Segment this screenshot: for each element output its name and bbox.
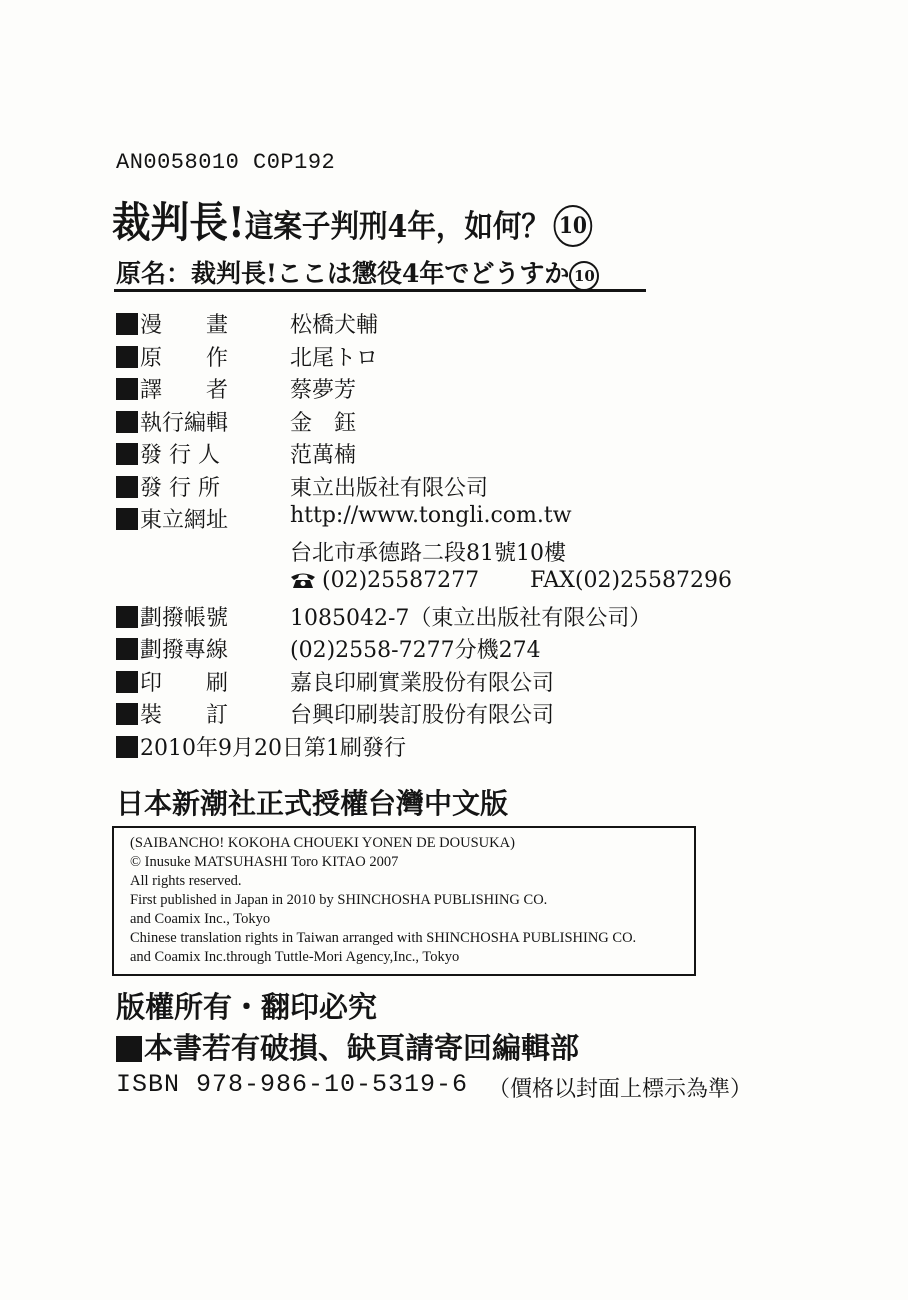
square-bullet-icon [116,378,138,400]
title-main: 裁判長! [112,198,245,247]
credit-value-text: 松橋犬輔 [290,313,379,338]
square-bullet-icon [116,606,138,628]
return-notice-text: 本書若有破損、缺頁請寄回編輯部 [144,1031,580,1065]
square-bullet-icon [116,476,138,498]
rights-line: (SAIBANCHO! KOKOHA CHOUEKI YONEN DE DOUSUKA) [130,835,515,851]
credit-value-text: 嘉良印刷實業股份有限公司 [290,670,555,696]
square-bullet-icon [116,1036,142,1062]
square-bullet-icon [116,411,138,433]
credit-label [116,308,228,339]
square-bullet-icon [116,638,138,660]
credit-value [290,601,651,632]
credit-value [290,503,572,528]
credit-value [290,698,554,729]
credit-value [290,536,566,567]
credit-value [290,438,356,469]
price-note: （價格以封面上標示為準） [488,1077,753,1102]
credit-label [116,698,228,729]
credit-label [116,731,406,762]
square-bullet-icon [116,703,138,725]
credit-value [290,568,733,593]
credit-value-text: 蔡夢芳 [290,378,357,403]
credit-label-text: 原 作 [140,345,229,371]
credit-value-text: 北尾トロ [290,345,379,371]
credit-value-text: (02)2558-7277分機274 [290,638,541,663]
credit-label [116,373,228,404]
rights-line: and Coamix Inc.through Tuttle-Mori Agency,Inc., Tokyo [130,949,460,965]
credit-label [116,601,228,632]
credit-label-text: 發 行 所 [140,475,220,501]
return-notice [116,1026,579,1067]
credit-value-text: 台北市承德路二段81號10樓 [290,540,566,566]
credit-label-text: 譯 者 [140,378,229,403]
credit-value-text: 1085042-7（東立出版社有限公司） [290,605,652,631]
rights-line: All rights reserved. [130,873,242,889]
credit-label-text: 發 行 人 [140,443,220,468]
square-bullet-icon [116,443,138,465]
square-bullet-icon [116,508,138,530]
credit-value-text: 台興印刷裝訂股份有限公司 [290,703,555,728]
credit-label-text: 執行編輯 [140,410,229,436]
square-bullet-icon [116,313,138,335]
book-title [112,190,592,250]
credit-label [116,438,220,469]
catalog-codes: AN0058010 C0P192 [116,150,336,175]
credit-value-text: 范萬楠 [290,443,357,468]
credit-label-text: 2010年9月20日第1刷發行 [140,735,406,761]
square-bullet-icon [116,736,138,758]
credit-label-text: 劃撥帳號 [140,605,229,631]
credit-label-text: 印 刷 [140,670,229,696]
credit-label-text: 東立網址 [140,508,229,533]
rights-line: First published in Japan in 2010 by SHINCHOSHA PUBLISHING CO. [130,892,548,908]
credit-value [290,633,541,664]
credit-label [116,633,228,664]
credit-value [290,406,356,437]
credit-label [116,503,228,534]
authorization-notice: 日本新潮社正式授權台灣中文版 [116,787,509,820]
credit-value-text: 金 鈺 [290,410,357,436]
title-underline [114,289,646,292]
square-bullet-icon [116,346,138,368]
phone-icon [290,571,316,589]
credit-value-text: http://www.tongli.com.tw [290,503,572,528]
credit-label [116,666,228,697]
square-bullet-icon [116,671,138,693]
credit-value-text: 東立出版社有限公司 [290,475,489,501]
credit-label-text: 劃撥專線 [140,638,229,663]
title-sub: 這案子判刑4年，如何？ [244,209,550,245]
fax-number: FAX(02)25587296 [530,568,733,593]
credit-value-text: (02)25587277 [322,568,480,593]
credit-label-text: 裝 訂 [140,703,229,728]
credit-value [290,471,488,502]
rights-line: Chinese translation rights in Taiwan arranged with SHINCHOSHA PUBLISHING CO. [130,930,637,946]
credit-value [290,308,378,339]
rights-line: © Inusuke MATSUHASHI Toro KITAO 2007 [130,854,399,870]
original-title [116,254,599,291]
original-volume-number: 10 [569,261,599,291]
credit-value [290,373,356,404]
credit-label [116,341,228,372]
credit-label [116,471,220,502]
isbn: ISBN 978-986-10-5319-6 [116,1070,469,1099]
rights-line: and Coamix Inc., Tokyo [130,911,271,927]
credit-value [290,666,554,697]
rights-box [112,826,696,976]
credit-label-text: 漫 畫 [140,313,229,338]
original-title-text: 原名：裁判長!ここは懲役4年でどうすか [116,259,570,288]
credit-value [290,341,378,372]
volume-number: 10 [554,205,593,247]
copyright-notice: 版權所有・翻印必究 [116,990,378,1024]
credit-label [116,406,228,437]
